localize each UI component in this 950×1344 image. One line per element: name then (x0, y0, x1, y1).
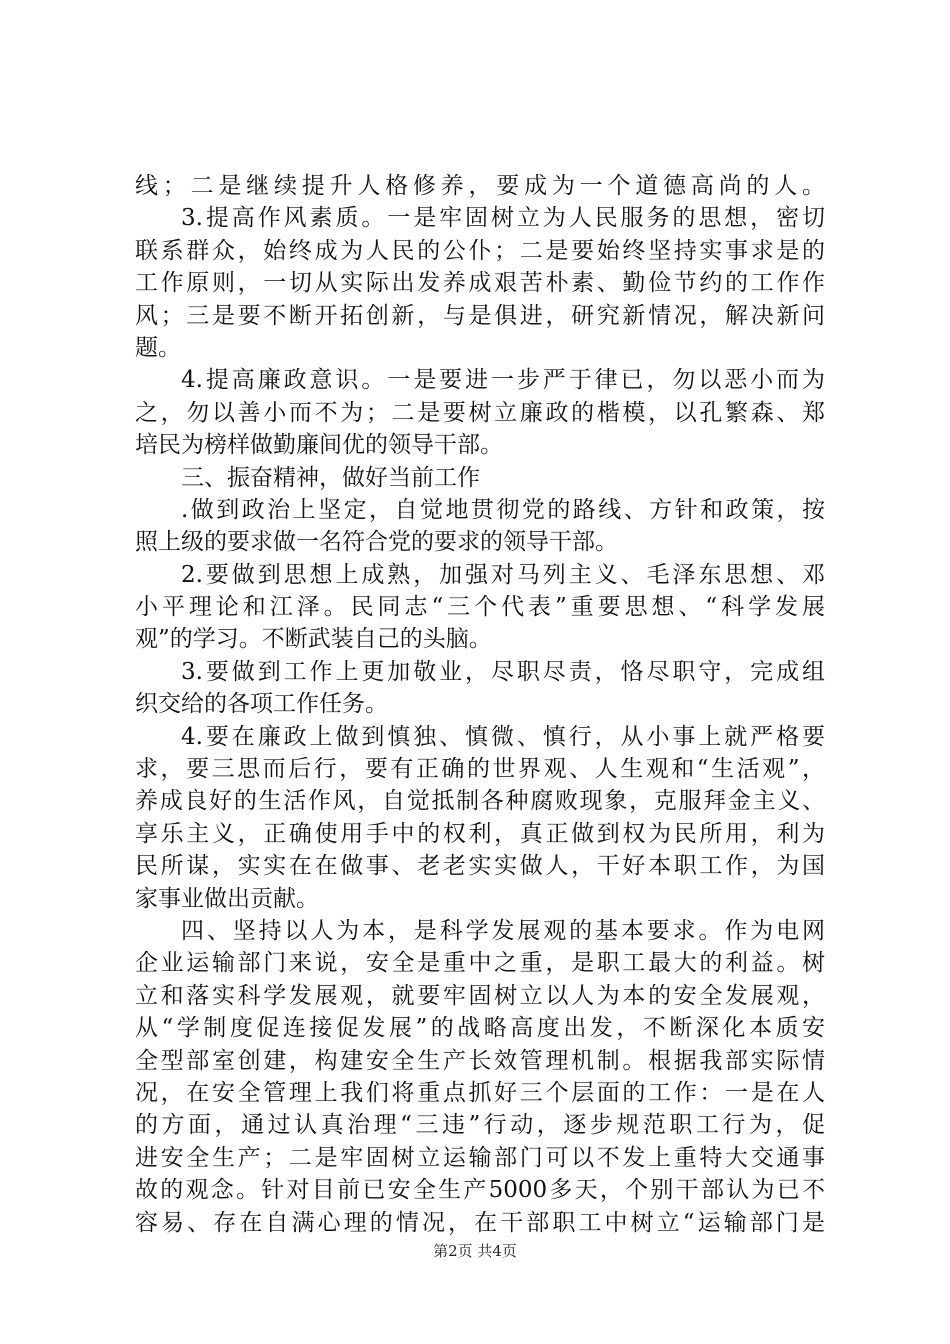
text-line: 容易、存在自满心理的情况，在干部职工中树立“运输部门是 (135, 1209, 825, 1236)
text-line: 线；二是继续提升人格修养，要成为一个道德高尚的人。 (135, 173, 825, 199)
text-line: 联系群众，始终成为人民的公仆；二是要始终坚持实事求是的 (135, 237, 825, 264)
text-line: 工作原则，一切从实际出发养成艰苦朴素、勤俭节约的工作作 (135, 270, 825, 297)
text-line: 题。 (135, 334, 181, 361)
text-line: 享乐主义，正确使用手中的权利，真正做到权为民所用，利为 (135, 820, 825, 847)
text-line: 全型部室创建，构建安全生产长效管理机制。根据我部实际情 (135, 1047, 825, 1074)
text-line: 四、坚持以人为本，是科学发展观的基本要求。作为电网 (181, 917, 825, 944)
text-line: .做到政治上坚定，自觉地贯彻党的路线、方针和政策，按 (181, 496, 825, 523)
text-line: 3.要做到工作上更加敬业，尽职尽责，恪尽职守，完成组 (181, 658, 825, 685)
text-line: 之，勿以善小而不为；二是要树立廉政的楷模，以孔繁森、郑 (135, 399, 825, 426)
document-body (135, 170, 825, 1239)
text-line: 求，要三思而后行，要有正确的世界观、人生观和“生活观”， (135, 756, 825, 783)
text-line: 从“学制度促连接促发展”的战略高度出发，不断深化本质安 (135, 1015, 825, 1042)
text-line: 小平理论和江泽。民同志“三个代表”重要思想、“科学发展 (135, 594, 825, 621)
text-line: 民所谋，实实在在做事、老老实实做人，干好本职工作，为国 (135, 853, 825, 880)
text-line: 故的观念。针对目前已安全生产5000多天，个别干部认为已不 (135, 1177, 825, 1204)
text-line: 养成良好的生活作风，自觉抵制各种腐败现象，克服拜金主义、 (135, 788, 825, 815)
text-line: 4.提高廉政意识。一是要进一步严于律已，勿以恶小而为 (181, 367, 825, 394)
text-line: 风；三是要不断开拓创新，与是俱进，研究新情况，解决新问 (135, 302, 825, 329)
text-line: 4.要在廉政上做到慎独、慎微、慎行，从小事上就严格要 (181, 723, 825, 750)
text-line: 进安全生产；二是牢固树立运输部门可以不发上重特大交通事 (135, 1144, 825, 1171)
text-line: 3.提高作风素质。一是牢固树立为人民服务的思想，密切 (181, 205, 825, 232)
page-number: 第2页 共4页 (433, 1242, 517, 1260)
text-line: 的方面，通过认真治理“三违”行动，逐步规范职工行为，促 (135, 1112, 825, 1139)
text-line: 观”的学习。不断武装自己的头脑。 (135, 626, 492, 653)
text-line: 2.要做到思想上成熟，加强对马列主义、毛泽东思想、邓 (181, 561, 825, 588)
text-line: 培民为榜样做勤廉间优的领导干部。 (135, 432, 503, 459)
text-line: 立和落实科学发展观，就要牢固树立以人为本的安全发展观， (135, 982, 825, 1009)
text-line: 家事业做出贡献。 (135, 885, 319, 912)
text-line: 企业运输部门来说，安全是重中之重，是职工最大的利益。树 (135, 950, 825, 977)
section-heading: 三、振奋精神，做好当前工作 (181, 464, 480, 491)
text-line: 照上级的要求做一名符合党的要求的领导干部。 (135, 529, 618, 556)
text-line: 况，在安全管理上我们将重点抓好三个层面的工作：一是在人 (135, 1079, 825, 1106)
text-line: 织交给的各项工作任务。 (135, 691, 388, 718)
